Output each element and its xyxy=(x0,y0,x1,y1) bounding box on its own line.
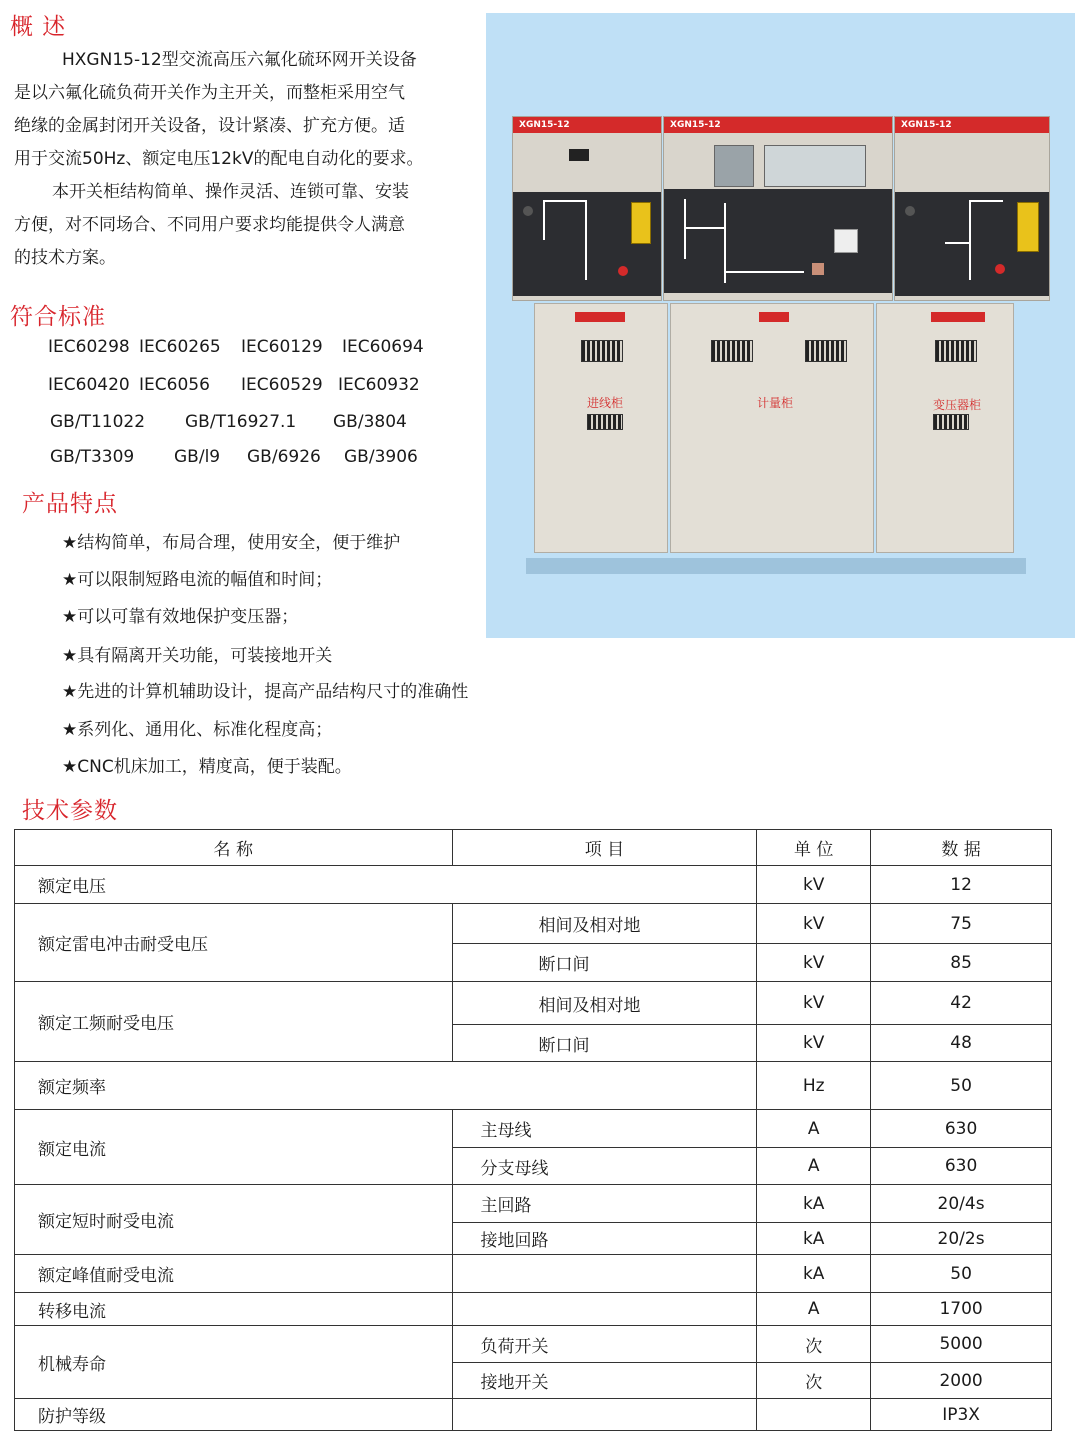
param-unit: A xyxy=(757,1110,871,1148)
table-row xyxy=(15,1185,1052,1223)
cabinet-upper-left xyxy=(512,116,662,301)
vent-grille xyxy=(933,414,969,430)
param-unit: Hz xyxy=(757,1062,871,1110)
table-row xyxy=(15,1326,1052,1363)
param-value: 50 xyxy=(871,1255,1052,1293)
param-name: 额定峰值耐受电流 xyxy=(15,1255,453,1293)
param-item: 断口间 xyxy=(452,1025,757,1062)
param-unit: 次 xyxy=(757,1326,871,1363)
standard-code: GB/3906 xyxy=(344,447,418,467)
param-name: 额定雷电冲击耐受电压 xyxy=(15,904,453,982)
param-item: 接地开关 xyxy=(452,1363,757,1399)
standard-code: IEC60932 xyxy=(338,375,420,395)
param-item-empty xyxy=(452,1399,757,1431)
standard-code: IEC60694 xyxy=(342,337,424,357)
param-value: 630 xyxy=(871,1110,1052,1148)
param-item: 主母线 xyxy=(452,1110,757,1148)
table-row xyxy=(15,1399,1052,1431)
table-row xyxy=(15,1062,1052,1110)
vent-grille xyxy=(711,340,753,362)
feature-item: ★可以可靠有效地保护变压器； xyxy=(62,607,299,627)
param-name: 额定电流 xyxy=(15,1110,453,1185)
header-unit: 单 位 xyxy=(757,830,871,866)
mimic-panel xyxy=(664,189,892,293)
indicator-icon xyxy=(995,264,1005,274)
param-name: 机械寿命 xyxy=(15,1326,453,1399)
param-item: 相间及相对地 xyxy=(452,982,757,1025)
param-unit: kV xyxy=(757,904,871,944)
window-left xyxy=(714,145,754,187)
param-name: 额定短时耐受电流 xyxy=(15,1185,453,1255)
cabinet-lower-right xyxy=(876,303,1014,553)
param-unit xyxy=(757,1399,871,1431)
header-name: 名 称 xyxy=(15,830,453,866)
overview-line: HXGN15-12型交流高压六氟化硫环网开关设备 xyxy=(62,50,417,70)
standard-code: IEC6056 xyxy=(139,375,210,395)
red-tag xyxy=(575,312,625,322)
standard-code: IEC60265 xyxy=(139,337,221,357)
param-name: 额定电压 xyxy=(15,866,757,904)
cabinet-upper-middle xyxy=(663,116,893,301)
table-row xyxy=(15,904,1052,944)
param-name: 转移电流 xyxy=(15,1293,453,1326)
window-right xyxy=(764,145,866,187)
standard-code: GB/T3309 xyxy=(50,447,135,467)
param-value: 5000 xyxy=(871,1326,1052,1363)
standard-code: GB/3804 xyxy=(333,412,407,432)
mimic-panel xyxy=(513,192,661,296)
param-value: 75 xyxy=(871,904,1052,944)
param-value: IP3X xyxy=(871,1399,1052,1431)
cabinet-strip: XGN15-12 xyxy=(664,117,892,133)
param-value: 50 xyxy=(871,1062,1052,1110)
vent-grille xyxy=(581,340,623,362)
param-unit: kA xyxy=(757,1255,871,1293)
cabinet-label: 变压器柜 xyxy=(933,398,982,412)
meter-icon xyxy=(569,149,589,161)
cabinet-strip: XGN15-12 xyxy=(513,117,661,133)
overview-line: 是以六氟化硫负荷开关作为主开关，而整柜采用空气 xyxy=(14,83,405,103)
standard-code: GB/T16927.1 xyxy=(185,412,297,432)
features-heading: 产品特点 xyxy=(22,491,118,517)
param-unit: A xyxy=(757,1293,871,1326)
vent-grille xyxy=(805,340,847,362)
param-item: 断口间 xyxy=(452,944,757,982)
feature-item: ★先进的计算机辅助设计，提高产品结构尺寸的准确性 xyxy=(62,682,469,702)
standard-code: IEC60298 xyxy=(48,337,130,357)
overview-heading: 概 述 xyxy=(10,14,67,40)
product-photo xyxy=(486,13,1075,638)
header-item: 项 目 xyxy=(452,830,757,866)
param-item: 接地回路 xyxy=(452,1223,757,1255)
param-unit: kA xyxy=(757,1223,871,1255)
param-unit: kV xyxy=(757,866,871,904)
standard-code: IEC60420 xyxy=(48,375,130,395)
button-icon xyxy=(812,263,824,275)
vent-grille xyxy=(587,414,623,430)
table-row xyxy=(15,866,1052,904)
param-unit: kV xyxy=(757,1025,871,1062)
overview-line: 的技术方案。 xyxy=(14,248,116,268)
param-value: 12 xyxy=(871,866,1052,904)
table-row xyxy=(15,1293,1052,1326)
feature-item: ★系列化、通用化、标准化程度高； xyxy=(62,720,333,740)
params-table xyxy=(14,829,1052,1431)
overview-line: 绝缘的金属封闭开关设备，设计紧凑、扩充方便。适 xyxy=(14,116,405,136)
floor-shadow xyxy=(526,558,1026,574)
red-tag xyxy=(931,312,985,322)
standard-code: IEC60529 xyxy=(241,375,323,395)
param-unit: A xyxy=(757,1148,871,1185)
mimic-panel xyxy=(895,192,1049,296)
table-row xyxy=(15,1110,1052,1148)
param-name: 额定工频耐受电压 xyxy=(15,982,453,1062)
warning-label xyxy=(631,202,651,244)
warning-label xyxy=(1017,202,1039,252)
param-unit: kV xyxy=(757,944,871,982)
gauge-icon xyxy=(834,229,858,253)
param-unit: 次 xyxy=(757,1363,871,1399)
cabinet-label: 进线柜 xyxy=(587,396,624,410)
cabinet-label: 计量柜 xyxy=(757,396,794,410)
standard-code: GB/l9 xyxy=(174,447,221,467)
feature-item: ★结构简单，布局合理，使用安全，便于维护 xyxy=(62,533,401,553)
table-row xyxy=(15,982,1052,1025)
param-value: 48 xyxy=(871,1025,1052,1062)
feature-item: ★具有隔离开关功能，可装接地开关 xyxy=(62,646,333,666)
standards-heading: 符合标准 xyxy=(10,304,106,330)
param-unit: kV xyxy=(757,982,871,1025)
overview-line: 本开关柜结构简单、操作灵活、连锁可靠、安装 xyxy=(52,182,409,202)
table-row xyxy=(15,1255,1052,1293)
param-item: 主回路 xyxy=(452,1185,757,1223)
param-item-empty xyxy=(452,1293,757,1326)
param-item: 分支母线 xyxy=(452,1148,757,1185)
standard-code: IEC60129 xyxy=(241,337,323,357)
param-name: 额定频率 xyxy=(15,1062,757,1110)
knob-icon xyxy=(905,206,915,216)
overview-line: 用于交流50Hz、额定电压12kV的配电自动化的要求。 xyxy=(14,149,424,169)
knob-icon xyxy=(523,206,533,216)
param-value: 20/2s xyxy=(871,1223,1052,1255)
vent-grille xyxy=(935,340,977,362)
standard-code: GB/T11022 xyxy=(50,412,146,432)
cabinet-strip: XGN15-12 xyxy=(895,117,1049,133)
red-tag xyxy=(759,312,789,322)
param-value: 1700 xyxy=(871,1293,1052,1326)
feature-item: ★CNC机床加工，精度高，便于装配。 xyxy=(62,757,352,777)
overview-line: 方便，对不同场合、不同用户要求均能提供令人满意 xyxy=(14,215,405,235)
param-item: 相间及相对地 xyxy=(452,904,757,944)
param-value: 85 xyxy=(871,944,1052,982)
header-value: 数 据 xyxy=(871,830,1052,866)
param-name: 防护等级 xyxy=(15,1399,453,1431)
cabinet-lower-left xyxy=(534,303,668,553)
param-value: 2000 xyxy=(871,1363,1052,1399)
params-heading: 技术参数 xyxy=(22,798,118,824)
feature-item: ★可以限制短路电流的幅值和时间； xyxy=(62,570,333,590)
table-header-row xyxy=(15,830,1052,866)
param-item: 负荷开关 xyxy=(452,1326,757,1363)
param-value: 630 xyxy=(871,1148,1052,1185)
param-value: 20/4s xyxy=(871,1185,1052,1223)
standard-code: GB/6926 xyxy=(247,447,321,467)
param-unit: kA xyxy=(757,1185,871,1223)
cabinet-upper-right xyxy=(894,116,1050,301)
param-value: 42 xyxy=(871,982,1052,1025)
indicator-icon xyxy=(618,266,628,276)
cabinet-lower-middle xyxy=(670,303,874,553)
param-item-empty xyxy=(452,1255,757,1293)
